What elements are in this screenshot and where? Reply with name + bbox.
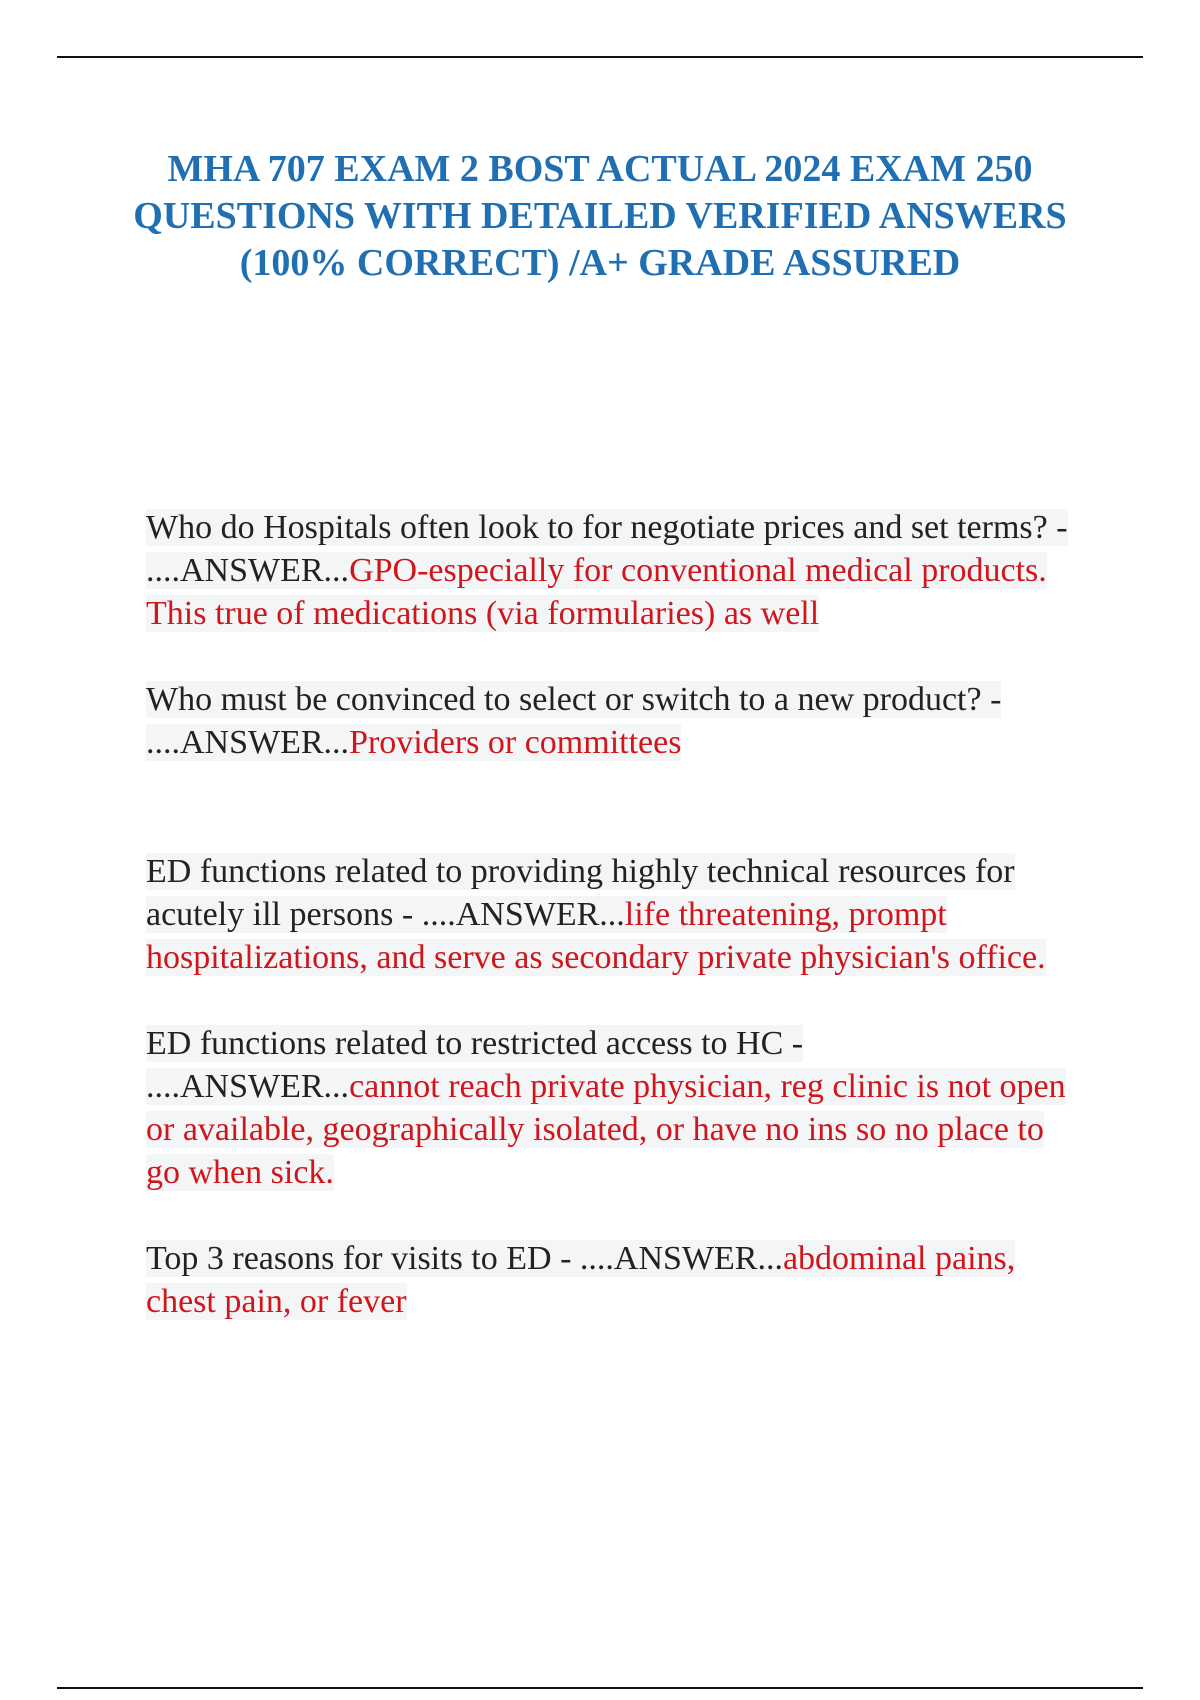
bottom-divider	[57, 1687, 1143, 1689]
qa-item	[146, 1237, 1086, 1323]
question-text: ED functions related to providing highly technical resources for acutely ill persons	[146, 853, 1015, 933]
qa-item	[146, 506, 1086, 635]
answer-text: Providers or committees	[349, 724, 682, 761]
answer-text: GPO-especially for conventional medical products. This true of medications (via formularies) as well	[146, 552, 1047, 632]
qa-item	[146, 1022, 1086, 1194]
question-text: ED functions related to restricted access to HC	[146, 1025, 784, 1062]
qa-list	[146, 506, 1086, 1323]
answer-separator: - ....ANSWER...	[146, 1025, 804, 1105]
qa-item	[146, 678, 1086, 764]
answer-separator: - ....ANSWER...	[146, 681, 1002, 761]
question-text: Top 3 reasons for visits to ED	[146, 1240, 552, 1277]
answer-text: life threatening, prompt hospitalizations, and serve as secondary private physician's office.	[146, 896, 1046, 976]
qa-item	[146, 850, 1086, 979]
answer-separator: - ....ANSWER...	[551, 1240, 783, 1277]
answer-text: cannot reach private physician, reg clinic is not open or available, geographically isolated, or have no ins so no place to go when sick.	[146, 1068, 1066, 1191]
answer-separator: - ....ANSWER...	[146, 509, 1068, 589]
document-title: MHA 707 EXAM 2 BOST ACTUAL 2024 EXAM 250 QUESTIONS WITH DETAILED VERIFIED ANSWERS (100% CORRECT) /A+ GRADE ASSURED	[133, 148, 1067, 284]
top-divider	[57, 56, 1143, 58]
answer-text: abdominal pains, chest pain, or fever	[146, 1240, 1016, 1320]
question-text: Who must be convinced to select or switch to a new product?	[146, 681, 982, 718]
question-text: Who do Hospitals often look to for negotiate prices and set terms?	[146, 509, 1048, 546]
answer-separator: - ....ANSWER...	[393, 896, 625, 933]
